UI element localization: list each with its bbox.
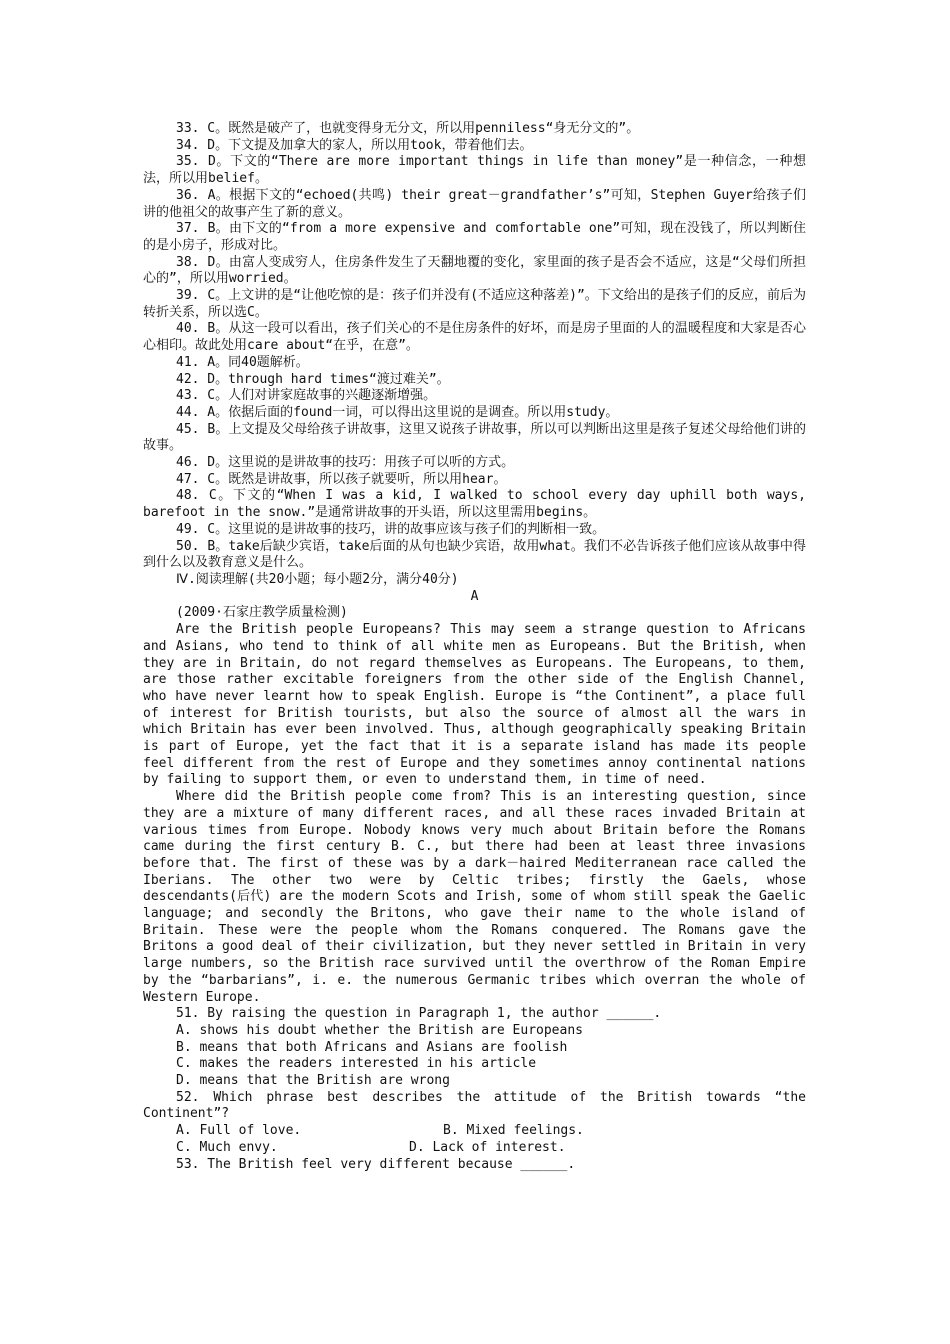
explanation-37: 37. B。由下文的“from a more expensive and comfortable one”可知，现在没钱了，所以判断住的是小房子，形成对比。 bbox=[143, 221, 806, 253]
section-heading: Ⅳ.阅读理解(共20小题；每小题2分，满分40分) bbox=[176, 571, 459, 587]
question-52 bbox=[143, 1090, 806, 1157]
question-stem: 52. Which phrase best describes the attitude of the British towards “the Continent”? bbox=[143, 1089, 806, 1122]
explanation-33: 33. C。既然是破产了，也就变得身无分文，所以用penniless“身无分文的”。 bbox=[176, 121, 640, 136]
explanation-38: 38. D。由富人变成穷人，住房条件发生了天翻地覆的变化，家里面的孩子是否会不适应，这是“父母们所担心的”，所以用worried。 bbox=[143, 254, 806, 287]
explanation-35: 35. D。下文的“There are more important things in life than money”是一种信念，一种想法，所以用belief。 bbox=[143, 154, 806, 187]
explanation-47: 47. C。既然是讲故事，所以孩子就要听，所以用hear。 bbox=[176, 471, 507, 487]
explanation-34: 34. D。下文提及加拿大的家人，所以用took，带着他们去。 bbox=[176, 137, 533, 153]
option-row-2 bbox=[143, 1140, 806, 1157]
explanation-48: 48. C。下文的“When I was a kid, I walked to school every day uphill both ways, barefoot in the snow.”是通常讲故事的开头语，所以这里需用begins。 bbox=[143, 488, 806, 521]
passage-source: (2009·石家庄教学质量检测) bbox=[176, 605, 348, 621]
document-page bbox=[143, 121, 806, 1173]
option-a: A. Full of love. bbox=[176, 1123, 302, 1139]
option-c: C. makes the readers interested in his article bbox=[176, 1056, 537, 1072]
explanation-44: 44. A。依据后面的found一词，可以得出这里说的是调查。所以用study。 bbox=[176, 404, 619, 420]
question-stem: 53. The British feel very different because ______. bbox=[176, 1156, 576, 1172]
explanation-42: 42. D。through hard times“渡过难关”。 bbox=[176, 371, 450, 387]
explanation-39: 39. C。上文讲的是“让他吃惊的是：孩子们并没有(不适应这种落差)”。下文给出的是孩子们的反应，前后为转折关系，所以选C。 bbox=[143, 288, 806, 320]
passage-letter: A bbox=[470, 588, 479, 604]
passage-paragraph-2: Where did the British people come from? This is an interesting question, since they are a mixture of many different races, and all these races invaded Britain at various times from Europe. Nobody knows very much about Britain before the Romans came during the first century B. C., but there had been at least three invasions before that. The first of these was by a dark－haired Mediterranean race called the Iberians. The other two were by Celtic tribes; firstly the Gaels, whose descendants(后代) are the modern Scots and Irish, some of whom still speak the Gaelic language; and secondly the Britons, who gave their name to the whole island of Britain. These were the people whom the Romans conquered. The Romans gave the Britons a good deal of their civilization, but they never settled in Britain in very large numbers, so the British race survived until the overthrow of the Roman Empire by the “barbarians”, i. e. the numerous Germanic tribes which overran the whole of Western Europe. bbox=[143, 789, 806, 1005]
explanation-45: 45. B。上文提及父母给孩子讲故事，这里又说孩子讲故事，所以可以判断出这里是孩子复述父母给他们讲的故事。 bbox=[143, 421, 806, 454]
passage-paragraph-1: Are the British people Europeans? This may seem a strange question to Africans and Asians, who tend to think of all white men as Europeans. But the British, when they are in Britain, do not regard themselves as Europeans. The Europeans, to them, are those rather excitable foreigners from the other side of the English Channel, who have never learnt how to speak English. Europe is “the Continent”, a place full of interest for British tourists, but also the source of almost all the wars in which Britain has ever been involved. Thus, although geographically speaking Britain is part of Europe, yet the fact that it is a separate island has made its people feel different from the rest of Europe and they sometimes annoy continental nations by failing to support them, or even to understand them, in time of need. bbox=[143, 622, 806, 788]
explanation-46: 46. D。这里说的是讲故事的技巧：用孩子可以听的方式。 bbox=[176, 455, 515, 471]
explanation-40: 40. B。从这一段可以看出，孩子们关心的不是住房条件的好坏，而是房子里面的人的温暖程度和大家是否心心相印。故此处用care about“在乎，在意”。 bbox=[143, 321, 806, 354]
question-stem: 51. By raising the question in Paragraph 1, the author ______. bbox=[176, 1006, 662, 1022]
option-d: D. Lack of interest. bbox=[409, 1139, 566, 1155]
reading-passage bbox=[143, 622, 806, 1006]
question-51 bbox=[143, 1006, 806, 1090]
option-b: B. means that both Africans and Asians are foolish bbox=[176, 1039, 568, 1055]
explanation-50: 50. B。take后缺少宾语，take后面的从句也缺少宾语，故用what。我们不必告诉孩子他们应该从故事中得到什么以及教育意义是什么。 bbox=[143, 538, 806, 571]
option-a: A. shows his doubt whether the British are Europeans bbox=[176, 1022, 583, 1038]
explanation-49: 49. C。这里说的是讲故事的技巧，讲的故事应该与孩子们的判断相一致。 bbox=[176, 521, 606, 537]
explanation-36: 36. A。根据下文的“echoed(共鸣) their great－grandfather’s”可知，Stephen Guyer给孩子们讲的他祖父的故事产生了新的意义。 bbox=[143, 187, 806, 220]
option-d: D. means that the British are wrong bbox=[176, 1073, 450, 1089]
option-b: B. Mixed feelings. bbox=[443, 1123, 584, 1139]
explanation-43: 43. C。人们对讲家庭故事的兴趣逐渐增强。 bbox=[176, 388, 437, 404]
explanation-41: 41. A。同40题解析。 bbox=[176, 354, 309, 370]
answer-explanations bbox=[143, 121, 806, 572]
option-row-1 bbox=[143, 1123, 806, 1140]
option-c: C. Much envy. bbox=[176, 1139, 278, 1155]
question-53 bbox=[143, 1157, 806, 1174]
